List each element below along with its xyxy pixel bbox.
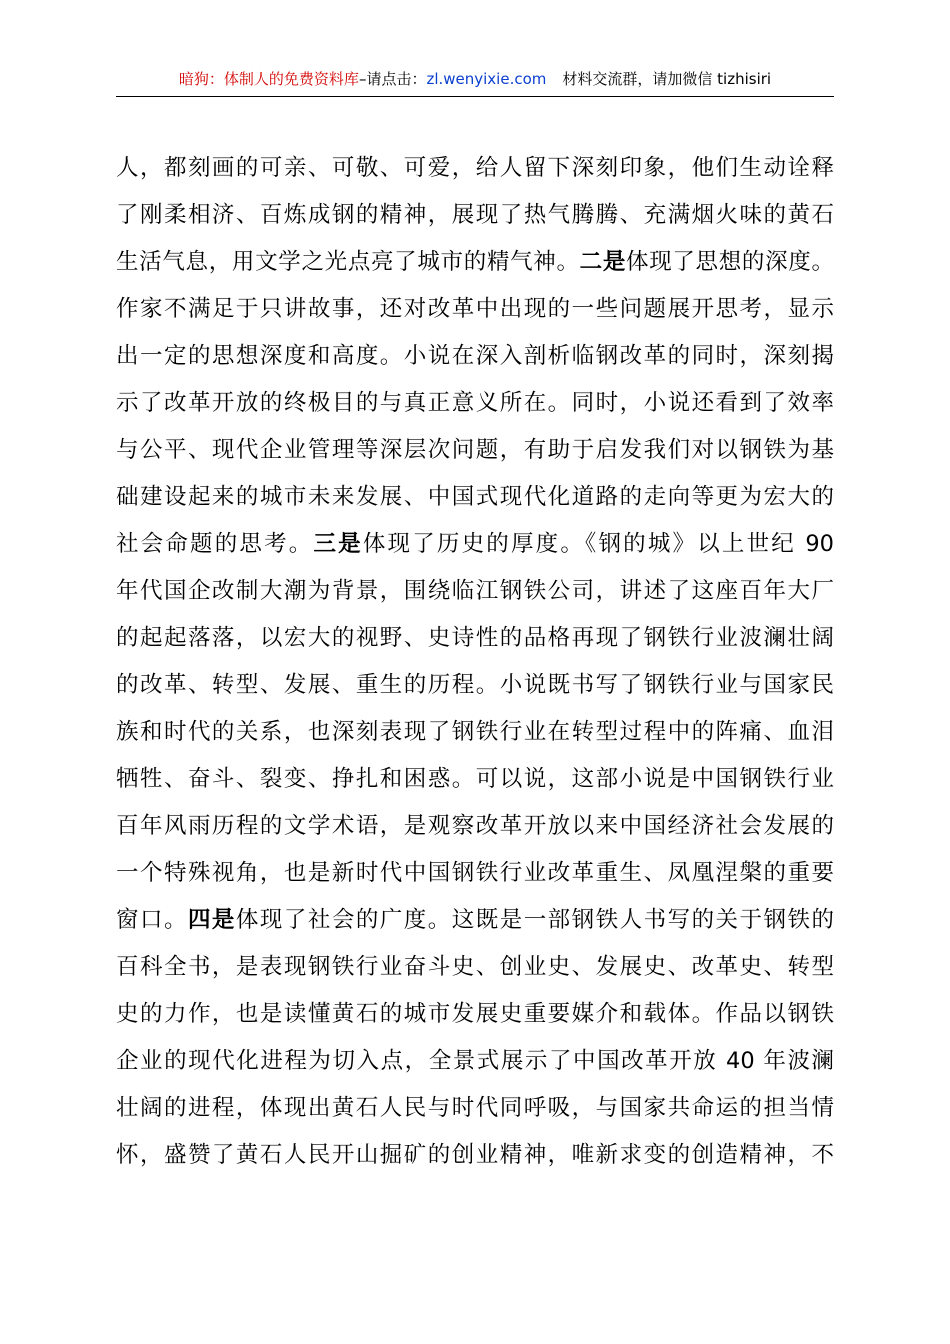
text-line (116, 803, 834, 850)
text-line (116, 991, 834, 1038)
header-link[interactable]: zl.wenyixie.com (426, 70, 547, 88)
text-line (116, 427, 834, 474)
text-segment: 史的力作，也是读懂黄石的城市发展史重要媒介和载体。作品以钢铁 (116, 1001, 834, 1027)
text-line (116, 192, 834, 239)
text-segment: 窗口。 (116, 907, 188, 933)
text-segment: 与公平、现代企业管理等深层次问题，有助于启发我们对以钢铁为基 (116, 437, 834, 463)
text-segment: 生活气息，用文学之光点亮了城市的精气神。 (116, 249, 580, 275)
text-segment: 壮阔的进程，体现出黄石人民与时代同呼吸，与国家共命运的担当情 (116, 1095, 834, 1121)
text-segment: 百科全书，是表现钢铁行业奋斗史、创业史、发展史、改革史、转型 (116, 954, 834, 980)
body-text (116, 145, 834, 1179)
emphasis-label: 二是 (579, 249, 627, 275)
text-line (116, 380, 834, 427)
text-segment: 怀，盛赞了黄石人民开山掘矿的创业精神，唯新求变的创造精神，不 (116, 1142, 834, 1168)
text-line (116, 333, 834, 380)
text-line (116, 615, 834, 662)
text-line (116, 756, 834, 803)
text-segment: 人，都刻画的可亲、可敬、可爱，给人留下深刻印象，他们生动诠释 (116, 155, 834, 181)
text-line (116, 1038, 834, 1085)
header-cta: –请点击： (358, 70, 427, 88)
text-segment: 一个特殊视角，也是新时代中国钢铁行业改革重生、凤凰涅槃的重要 (116, 860, 834, 886)
text-segment: 牺牲、奋斗、裂变、挣扎和困惑。可以说，这部小说是中国钢铁行业 (116, 766, 834, 792)
text-segment: 年代国企改制大潮为背景，围绕临江钢铁公司，讲述了这座百年大厂 (116, 578, 834, 604)
text-segment: 社会命题的思考。 (116, 531, 314, 557)
emphasis-label: 四是 (187, 907, 236, 933)
text-segment: 础建设起来的城市未来发展、中国式现代化道路的走向等更为宏大的 (116, 484, 834, 510)
text-segment: 作家不满足于只讲故事，还对改革中出现的一些问题展开思考，显示 (116, 296, 834, 322)
header-note: 材料交流群，请加微信 tizhisiri (562, 70, 772, 88)
text-line (116, 709, 834, 756)
text-line (116, 897, 834, 944)
text-line (116, 521, 834, 568)
text-line (116, 145, 834, 192)
text-segment: 体现了历史的厚度。《钢的城》以上世纪 90 (362, 531, 834, 557)
text-segment: 的起起落落，以宏大的视野、史诗性的品格再现了钢铁行业波澜壮阔 (116, 625, 834, 651)
text-line (116, 568, 834, 615)
header-brand: 暗狗：体制人的免费资料库 (178, 70, 359, 88)
text-line (116, 1085, 834, 1132)
text-segment: 了刚柔相济、百炼成钢的精神，展现了热气腾腾、充满烟火味的黄石 (116, 202, 834, 228)
text-segment: 出一定的思想深度和高度。小说在深入剖析临钢改革的同时，深刻揭 (116, 343, 834, 369)
page-header (116, 64, 834, 97)
text-line (116, 239, 834, 286)
text-segment: 体现了社会的广度。这既是一部钢铁人书写的关于钢铁的 (235, 907, 834, 933)
text-segment: 示了改革开放的终极目的与真正意义所在。同时，小说还看到了效率 (116, 390, 834, 416)
text-segment: 百年风雨历程的文学术语，是观察改革开放以来中国经济社会发展的 (116, 813, 834, 839)
text-segment: 体现了思想的深度。 (626, 249, 834, 275)
text-line (116, 850, 834, 897)
text-segment: 的改革、转型、发展、重生的历程。小说既书写了钢铁行业与国家民 (116, 672, 834, 698)
text-line (116, 286, 834, 333)
text-line (116, 662, 834, 709)
text-line (116, 1132, 834, 1179)
text-line (116, 944, 834, 991)
text-line (116, 474, 834, 521)
text-segment: 企业的现代化进程为切入点，全景式展示了中国改革开放 40 年波澜 (116, 1048, 834, 1074)
emphasis-label: 三是 (313, 531, 363, 557)
text-segment: 族和时代的关系，也深刻表现了钢铁行业在转型过程中的阵痛、血泪 (116, 719, 834, 745)
